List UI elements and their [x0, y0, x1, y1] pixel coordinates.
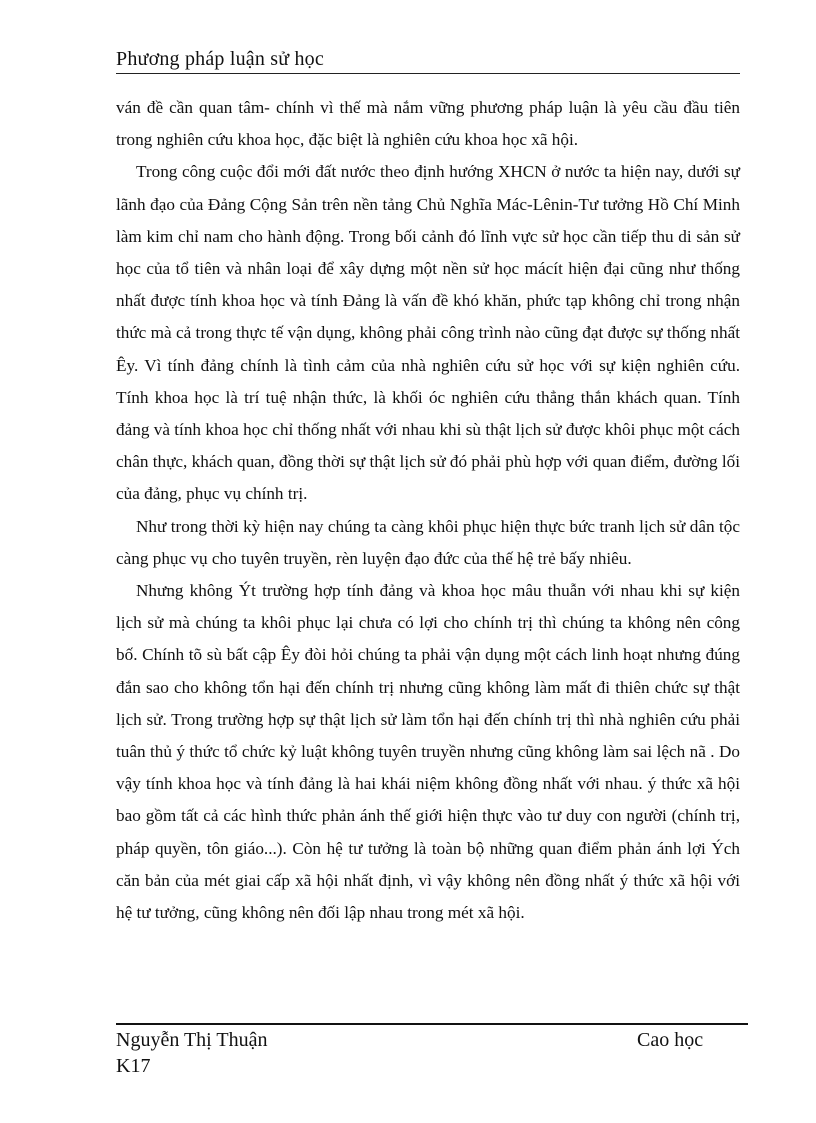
footer-course: Cao học — [637, 1029, 704, 1051]
paragraph: Trong công cuộc đổi mới đất nước theo định hướng XHCN ở nước ta hiện nay, dưới sự lãnh đạo của Đảng Cộng Sản trên nền tảng Chủ Nghĩa Mác-Lênin-Tư tưởng Hồ Chí Minh làm kim chỉ nam cho hành động. Trong bối cảnh đó lĩnh vực sử học cần tiếp thu di sản sử học của tổ tiên và nhân loại để xây dựng một nền sử học mácít hiện đại cũng như thống nhất được tính khoa học và tính Đảng là vấn đề khó khăn, phức tạp không chỉ trong nhận thức mà cả trong thực tế vận dụng, không phải công trình nào cũng đạt được sự thống nhất Êy. Vì tính đảng chính là tình cảm của nhà nghiên cứu sử học với sự kiện nghiên cứu. Tính khoa học là trí tuệ nhận thức, là khối óc nghiên cứu thẳng thắn khách quan. Tính đảng và tính khoa học chỉ thống nhất với nhau khi sù thật lịch sử được khôi phục một cách chân thực, khách quan, đồng thời sự thật lịch sử đó phải phù hợp với quan điểm, đường lối của đảng, phục vụ chính trị. — [116, 162, 741, 504]
running-header-title: Phương pháp luận sử học — [116, 48, 324, 70]
footer-cohort: K17 — [116, 1055, 151, 1077]
paragraph: Như trong thời kỳ hiện nay chúng ta càng khôi phục hiện thực bức tranh lịch sử dân tộc càng phục vụ cho tuyên truyền, rèn luyện đạo đức của thế hệ trẻ bấy nhiêu. — [116, 516, 740, 568]
header-divider — [116, 73, 740, 74]
document-body — [116, 92, 740, 929]
paragraph-continuation: ván đề cần quan tâm- chính vì thế mà nắm vững phương pháp luận là yêu cầu đầu tiên trong nghiên cứu khoa học, đặc biệt là nghiên cứu khoa học xã hội. — [116, 98, 740, 150]
footer-author-name: Nguyễn Thị Thuận — [116, 1029, 268, 1051]
footer-divider — [116, 1023, 748, 1025]
paragraph: Nhưng không Ýt trường hợp tính đảng và khoa học mâu thuẫn với nhau khi sự kiện lịch sử mà chúng ta khôi phục lại chưa có lợi cho chính trị thì chúng ta không nên công bố. Chính tõ sù bất cập Êy đòi hỏi chúng ta phải vận dụng một cách linh hoạt nhưng đúng đắn sao cho không tổn hại đến chính trị nhưng cũng không làm mất đi thiên chức sự thật lịch sử. Trong trường hợp sự thật lịch sử làm tổn hại đến chính trị thì nhà nghiên cứu phải tuân thủ ý thức tổ chức kỷ luật không tuyên truyền nhưng cũng không làm sai lệch nã . Do vậy tính khoa học và tính đảng là hai khái niệm không đồng nhất với nhau. ý thức xã hội bao gồm tất cả các hình thức phản ánh thế giới hiện thực vào tư duy con người (chính trị, pháp quyền, tôn giáo...). Còn hệ tư tưởng là toàn bộ những quan điểm phản ánh lợi Ých căn bản của mét giai cấp xã hội nhất định, vì vậy không nên đồng nhất ý thức xã hội với hệ tư tưởng, cũng không nên đối lập nhau trong mét xã hội. — [116, 581, 740, 923]
